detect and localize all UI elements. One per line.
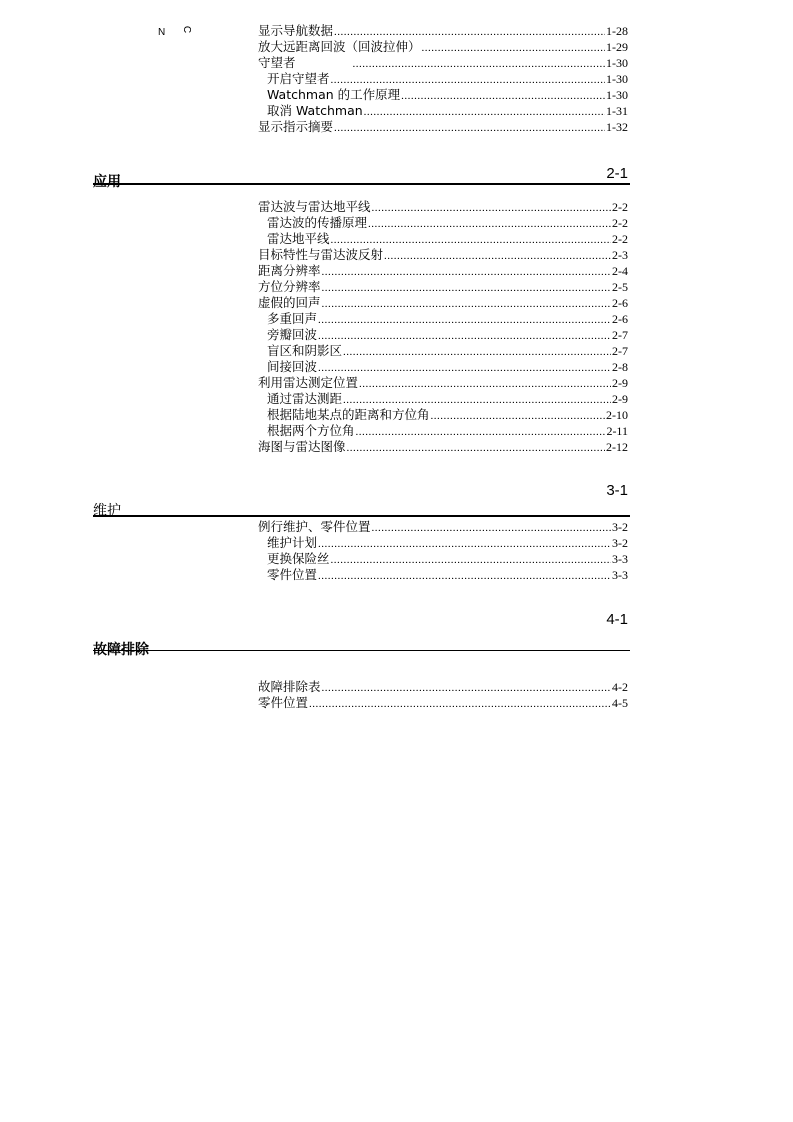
toc-entry[interactable] <box>258 231 628 247</box>
section-rule <box>93 515 630 517</box>
toc-leader-dots <box>318 360 611 376</box>
toc-entry-page: 2-2 <box>612 200 628 214</box>
toc-leader-dots <box>318 312 611 328</box>
toc-leader-dots <box>331 72 605 88</box>
toc-entry-page: 2-8 <box>612 360 628 374</box>
toc-entry[interactable] <box>258 327 628 343</box>
toc-entry[interactable] <box>258 311 628 327</box>
toc-entry-title: 更换保险丝 <box>267 551 330 566</box>
toc-leader-dots <box>343 392 611 408</box>
toc-entry-page: 2-6 <box>612 312 628 326</box>
section-title: 应用 <box>93 174 121 190</box>
toc-entry-title: 零件位置 <box>267 567 318 582</box>
toc-section-maintenance <box>258 519 628 583</box>
toc-entry-title: 多重回声 <box>267 311 318 326</box>
corner-mark-letter: C <box>181 25 193 40</box>
toc-leader-dots <box>322 264 611 280</box>
toc-entry-page: 4-5 <box>612 696 628 710</box>
toc-leader-dots <box>364 104 605 120</box>
toc-entry-title: 维护计划 <box>267 535 318 550</box>
toc-entry-title: 海图与雷达图像 <box>258 439 346 454</box>
toc-entry[interactable] <box>258 343 628 359</box>
toc-entry[interactable] <box>258 199 628 215</box>
toc-leader-dots <box>353 56 605 72</box>
toc-entry-title: 盲区和阴影区 <box>267 343 343 358</box>
toc-entry-title: 取消 Watchman <box>267 103 363 118</box>
section-title: 故障排除 <box>93 642 149 658</box>
toc-entry-page: 1-31 <box>606 104 628 118</box>
toc-leader-dots <box>322 680 611 696</box>
toc-entry[interactable] <box>258 39 628 55</box>
toc-entry-title: 旁瓣回波 <box>267 327 318 342</box>
toc-section-application <box>258 199 628 455</box>
toc-entry[interactable] <box>258 567 628 583</box>
toc-entry-page: 2-6 <box>612 296 628 310</box>
toc-entry-title: 间接回波 <box>267 359 318 374</box>
toc-entry-page: 2-9 <box>612 392 628 406</box>
toc-entry[interactable] <box>258 439 628 455</box>
toc-leader-dots <box>431 408 605 424</box>
toc-entry-title: 开启守望者 <box>267 71 330 86</box>
toc-entry-title: 雷达地平线 <box>267 231 330 246</box>
toc-entry-page: 3-3 <box>612 568 628 582</box>
toc-entry-page: 1-30 <box>606 72 628 86</box>
toc-section-continued <box>258 23 628 135</box>
toc-entry[interactable] <box>258 119 628 135</box>
corner-mark <box>158 27 193 38</box>
toc-entry-page: 1-29 <box>606 40 628 54</box>
section-number: 4-1 <box>606 611 628 628</box>
toc-leader-dots <box>318 328 611 344</box>
toc-entry-page: 1-30 <box>606 56 628 70</box>
toc-entry-page: 2-5 <box>612 280 628 294</box>
toc-entry-title: 放大远距离回波（回波拉伸） <box>258 39 421 54</box>
toc-entry[interactable] <box>258 535 628 551</box>
toc-entry-title: 距离分辨率 <box>258 263 321 278</box>
toc-entry-title: 目标特性与雷达波反射 <box>258 247 384 262</box>
toc-leader-dots <box>331 232 611 248</box>
toc-leader-dots <box>318 536 611 552</box>
toc-entry[interactable] <box>258 679 628 695</box>
toc-entry-page: 1-28 <box>606 24 628 38</box>
toc-entry[interactable] <box>258 71 628 87</box>
toc-entry-page: 2-4 <box>612 264 628 278</box>
toc-entry[interactable] <box>258 215 628 231</box>
toc-entry-page: 2-7 <box>612 344 628 358</box>
toc-entry-page: 4-2 <box>612 680 628 694</box>
toc-leader-dots <box>401 88 605 104</box>
toc-entry-page: 2-2 <box>612 232 628 246</box>
toc-entry-title: Watchman 的工作原理 <box>267 87 401 102</box>
toc-leader-dots <box>368 216 611 232</box>
toc-entry-page: 2-12 <box>606 440 628 454</box>
section-title: 维护 <box>93 503 121 519</box>
section-rule <box>93 650 630 651</box>
toc-entry-page: 1-30 <box>606 88 628 102</box>
toc-entry[interactable] <box>258 87 628 103</box>
toc-entry[interactable] <box>258 359 628 375</box>
toc-entry-title: 根据陆地某点的距离和方位角 <box>267 407 430 422</box>
toc-leader-dots <box>372 200 611 216</box>
toc-entry-page: 2-11 <box>606 424 628 438</box>
toc-entry[interactable] <box>258 279 628 295</box>
toc-section-troubleshooting <box>258 679 628 711</box>
toc-leader-dots <box>322 296 611 312</box>
toc-entry-page: 2-9 <box>612 376 628 390</box>
toc-entry-title: 例行维护、零件位置 <box>258 519 371 534</box>
toc-entry-title: 故障排除表 <box>258 679 321 694</box>
toc-leader-dots <box>384 248 611 264</box>
toc-leader-dots <box>318 568 611 584</box>
toc-entry-title: 显示指示摘要 <box>258 119 334 134</box>
toc-leader-dots <box>322 280 611 296</box>
toc-entry-page: 2-2 <box>612 216 628 230</box>
toc-entry-title: 利用雷达测定位置 <box>258 375 359 390</box>
section-rule <box>93 183 630 185</box>
toc-leader-dots <box>422 40 605 56</box>
toc-entry-page: 3-2 <box>612 520 628 534</box>
toc-entry-title: 零件位置 <box>258 695 309 710</box>
toc-leader-dots <box>334 24 605 40</box>
toc-entry-title: 根据两个方位角 <box>267 423 355 438</box>
toc-entry[interactable] <box>258 295 628 311</box>
toc-entry-page: 1-32 <box>606 120 628 134</box>
toc-entry[interactable] <box>258 247 628 263</box>
section-number: 2-1 <box>606 165 628 182</box>
toc-entry-page: 2-10 <box>606 408 628 422</box>
toc-entry-page: 3-3 <box>612 552 628 566</box>
toc-entry-page: 2-3 <box>612 248 628 262</box>
toc-entry-title: 虚假的回声 <box>258 295 321 310</box>
toc-entry-title: 雷达波的传播原理 <box>267 215 368 230</box>
toc-leader-dots <box>334 120 605 136</box>
toc-leader-dots <box>359 376 611 392</box>
toc-leader-dots <box>372 520 611 536</box>
toc-leader-dots <box>347 440 605 456</box>
toc-entry[interactable] <box>258 103 628 119</box>
toc-leader-dots <box>331 552 611 568</box>
toc-entry[interactable] <box>258 407 628 423</box>
toc-leader-dots <box>343 344 611 360</box>
toc-entry-page: 2-7 <box>612 328 628 342</box>
toc-entry[interactable] <box>258 519 628 535</box>
toc-entry[interactable] <box>258 263 628 279</box>
corner-mark-letter: N <box>158 27 172 38</box>
toc-entry-title: 守望者 <box>258 55 296 70</box>
toc-entry[interactable] <box>258 375 628 391</box>
toc-leader-dots <box>356 424 606 440</box>
toc-entry[interactable] <box>258 23 628 39</box>
section-number: 3-1 <box>606 482 628 499</box>
toc-entry-title: 通过雷达测距 <box>267 391 343 406</box>
toc-entry[interactable] <box>258 551 628 567</box>
toc-entry-title: 方位分辨率 <box>258 279 321 294</box>
toc-entry-title: 雷达波与雷达地平线 <box>258 199 371 214</box>
toc-entry[interactable] <box>258 391 628 407</box>
toc-entry[interactable] <box>258 423 628 439</box>
toc-leader-dots <box>309 696 611 712</box>
toc-entry-title: 显示导航数据 <box>258 23 334 38</box>
toc-entry-page: 3-2 <box>612 536 628 550</box>
toc-entry[interactable] <box>258 695 628 711</box>
toc-entry[interactable] <box>258 55 628 71</box>
